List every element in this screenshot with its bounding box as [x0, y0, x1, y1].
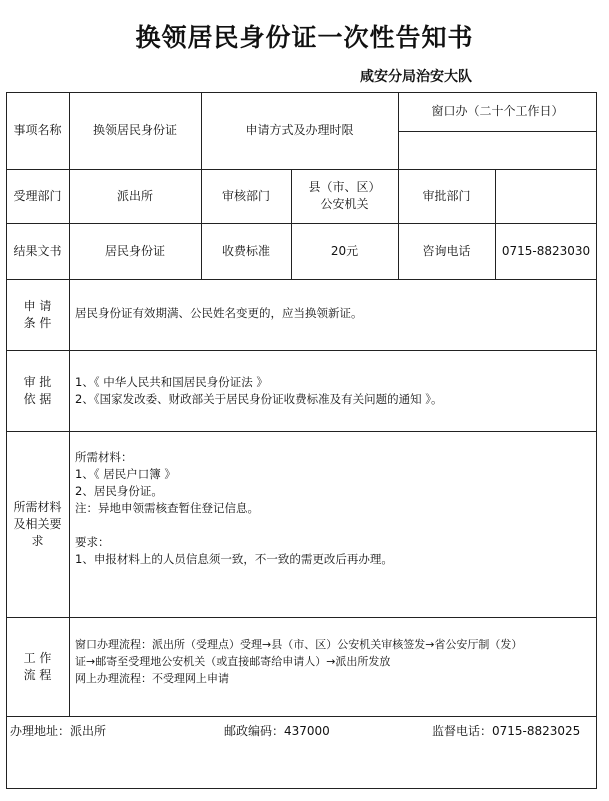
workflow-label-line: 工 作 — [23, 650, 52, 665]
document-title: 换领居民身份证一次性告知书 — [135, 23, 474, 52]
accept-dept-value: 派出所 — [116, 188, 153, 203]
row-divider — [6, 350, 597, 351]
approve-dept-value — [495, 169, 597, 223]
workflow-label — [6, 617, 69, 716]
workflow-line: 证→邮寄至受理地公安机关（或直接邮寄给申请人）→派出所发放 — [75, 655, 391, 668]
fee-value: 20元 — [330, 243, 359, 258]
row-divider — [6, 617, 597, 618]
office-address: 办理地址：派出所 — [10, 724, 107, 738]
conditions-label — [6, 279, 69, 350]
row-divider — [6, 279, 597, 280]
conditions-label-line: 申 请 — [23, 298, 52, 313]
materials-item: 1、《 居民户口簿 》 — [75, 467, 176, 481]
conditions-text-line: 居民身份证有效期满、公民姓名变更的，应当换领新证。 — [75, 306, 363, 320]
basis-label-line: 依 据 — [23, 391, 52, 406]
basis-item: 1、《 中华人民共和国居民身份证法 》 — [75, 375, 268, 389]
item-name-label: 事项名称 — [13, 123, 62, 137]
result-doc-value: 居民身份证 — [104, 243, 165, 258]
row-divider — [6, 716, 597, 717]
supervision-phone: 监督电话：0715-8823025 — [432, 724, 581, 738]
materials-label — [6, 431, 69, 617]
workflow-label-line: 流 程 — [23, 667, 52, 682]
window-processing-label: 窗口办（二十个工作日） — [431, 104, 564, 118]
review-dept-value — [291, 169, 398, 223]
basis-label — [6, 350, 69, 431]
basis-item: 2、《国家发改委、财政部关于居民身份证收费标准及有关问题的通知 》。 — [75, 392, 443, 406]
materials-note: 注：异地申领需核查暂住登记信息。 — [75, 501, 259, 515]
basis-list — [69, 374, 597, 414]
workflow-line: 窗口办理流程：派出所（受理点）受理→县（市、区）公安机关审核签发→省公安厅制（发） — [75, 638, 523, 651]
issuer-name: 咸安分局治安大队 — [360, 69, 472, 85]
conditions-label-line: 条 件 — [23, 315, 52, 330]
materials-list — [69, 449, 597, 599]
row-divider — [6, 431, 597, 432]
result-doc-label: 结果文书 — [13, 243, 62, 258]
workflow-text — [69, 636, 597, 696]
requirements-heading: 要求： — [75, 535, 110, 549]
requirement-item: 1、申报材料上的人员信息须一致，不一致的需更改后再办理。 — [75, 552, 393, 566]
review-dept-value-line: 县（市、区） — [308, 180, 381, 194]
materials-label-line: 及相关要 — [13, 516, 62, 531]
basis-label-line: 审 批 — [23, 374, 52, 389]
fee-label: 收费标准 — [221, 243, 270, 258]
phone-value: 0715-8823030 — [501, 243, 591, 258]
approve-dept-label: 审批部门 — [422, 188, 471, 203]
item-name-value: 换领居民身份证 — [92, 123, 177, 137]
materials-heading: 所需材料： — [75, 450, 133, 464]
workflow-line: 网上办理流程：不受理网上申请 — [75, 672, 229, 685]
materials-label-line: 所需材料 — [13, 499, 62, 514]
window-divider — [398, 131, 597, 132]
review-dept-value-line: 公安机关 — [320, 197, 369, 211]
accept-dept-label: 受理部门 — [13, 188, 62, 203]
materials-item: 2、居民身份证。 — [75, 484, 163, 498]
materials-label-line: 求 — [31, 533, 44, 548]
conditions-text — [69, 305, 597, 325]
review-dept-label: 审核部门 — [221, 188, 270, 203]
postal-code: 邮政编码：437000 — [224, 724, 330, 738]
apply-method-label: 申请方式及办理时限 — [245, 123, 354, 137]
phone-label: 咨询电话 — [422, 243, 471, 258]
